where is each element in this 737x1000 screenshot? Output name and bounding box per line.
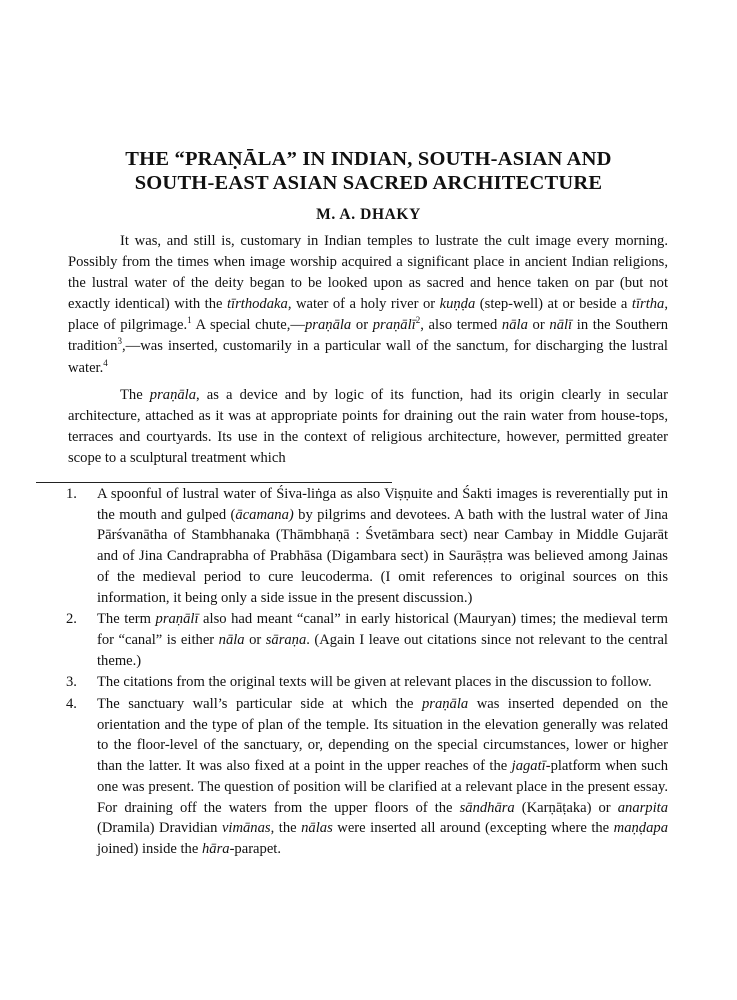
text-run: , also termed (420, 317, 502, 334)
footnote-separator (36, 482, 392, 483)
title-line-2: SOUTH-EAST ASIAN SACRED ARCHITECTURE (134, 172, 603, 194)
article-title (60, 147, 677, 195)
term-sandhara: sāndhāra (459, 799, 515, 816)
text-run: , the (270, 820, 302, 837)
text-run: A special chute,— (191, 317, 305, 334)
footnote-number: 2. (66, 611, 77, 628)
footnote-number: 4. (66, 696, 77, 713)
term-vimanas: vimānas (221, 820, 271, 837)
footnote-ref-2[interactable]: 2 (415, 315, 421, 326)
term-nala: nāla (501, 317, 528, 334)
text-run: , place of pilgrimage. (68, 296, 668, 334)
text-run: (step-well) at or beside a (475, 296, 632, 313)
text-run: It was, and still is, customary in Indian temples to lustrate the cult image every morning. Possibly from the times when image worship acquired a significant place in ancient Indian religions, the lustral water of the deity began to be looked upon as sacred and hence taken on par (but not exactly identical) with the (68, 233, 668, 313)
term-sarana: sāraṇa (265, 631, 307, 648)
term-tirtha: tīrtha (631, 296, 665, 313)
term-nalas: nālas (301, 820, 333, 837)
term-tirthodaka: tīrthodaka (227, 296, 288, 313)
term-hara: hāra (201, 840, 230, 857)
text-run: , as a device and by logic of its function, had its origin clearly in secular architecture, attached as it was at appropriate points for draining out the rain water from house-tops, terraces and courtyards. Its use in the context of religious architecture, however, permitted greater scope to a sculptural treatment which (68, 386, 668, 466)
footnote-ref-1[interactable]: 1 (187, 315, 192, 326)
text-run: by pilgrims and devotees. A bath with the lustral water of Jina Pārśvanātha of Stambhanaka (Thāmbhaṇā : Śvetāmbara sect) near Cambay in Middle Gujarāt and of Jina Candraprabha of Prabhāsa (Digambara sect) in Saurāṣṭra was believed among Jainas of the medieval period to cure leucoderma. (I omit references to original sources on this information, it being only a side issue in the present discussion.) (97, 506, 668, 606)
footnote-2 (60, 609, 668, 671)
author-name: M. A. DHAKY (316, 206, 421, 223)
term-jagati: jagatī (511, 758, 546, 775)
footnote-ref-3[interactable]: 3 (117, 336, 122, 347)
text-run: were inserted all around (excepting where the (332, 820, 614, 837)
footnote-4 (60, 694, 668, 860)
text-run: , water of a holy river or (287, 296, 440, 313)
term-kunda: kuṇḍa (439, 296, 476, 313)
term-anarpita: anarpita (617, 799, 668, 816)
text-run: joined) inside the (97, 840, 202, 857)
footnote-1 (60, 484, 668, 608)
text-run: (Dramila) Dravidian (97, 820, 222, 837)
paragraph-1 (68, 231, 668, 379)
text-run: The term (97, 611, 156, 628)
footnote-number: 1. (66, 486, 77, 502)
term-pranali: praṇālī (155, 611, 199, 628)
footnotes-list (60, 484, 668, 861)
text-run: . (Again I leave out citations since not relevant to the central theme.) (97, 631, 668, 669)
title-line-1: THE “PRAṆĀLA” IN INDIAN, SOUTH-ASIAN AND (125, 148, 612, 170)
term-pranala: praṇāla (305, 317, 352, 334)
term-mandapa: maṇḍapa (613, 820, 668, 837)
text-run: (Karṇāṭaka) or (514, 799, 618, 816)
text-run: ,—was inserted, customarily in a particular wall of the sanctum, for discharging the lustral water. (68, 338, 668, 376)
article-body (68, 231, 668, 469)
text-run: The (120, 386, 150, 403)
footnote-number: 3. (66, 674, 77, 691)
text-run: -platform when such one was present. The question of position will be clarified at a relevant place in the present essay. For draining off the waters from the upper floors of the (97, 758, 668, 816)
text-run: or (244, 631, 266, 648)
term-pranali: praṇālī (372, 317, 416, 334)
term-nali: nālī (549, 317, 573, 334)
footnote-3 (60, 672, 668, 693)
text-run: was inserted depended on the orientation and the type of plan of the temple. Its situation in the elevation generally was related to the floor-level of the sanctuary, or, depending on the special circumstances, lower or higher than the latter. It was also fixed at a point in the upper reaches of the (97, 696, 668, 775)
text-run: or (527, 317, 550, 334)
term-nala: nāla (218, 631, 245, 648)
text-run: -parapet. (229, 840, 282, 857)
text-run: The citations from the original texts will be given at relevant places in the discussion to follow. (97, 674, 652, 691)
term-pranala: praṇāla (421, 696, 469, 713)
footnote-ref-4[interactable]: 4 (103, 357, 108, 368)
term-pranala: praṇāla (149, 386, 197, 403)
text-run: in the Southern tradition (68, 317, 668, 355)
text-run: A spoonful of lustral water of Śiva-liṅga as also Viṣṇuite and Śakti images is reverentially put in the mouth and gulped ( (97, 486, 668, 523)
text-run: also had meant “canal” in early historical (Mauryan) times; the medieval term for “canal” is either (97, 611, 668, 648)
paragraph-2 (68, 385, 668, 469)
text-run: or (351, 317, 373, 334)
text-run: The sanctuary wall’s particular side at which the (97, 696, 422, 713)
term-acamana: ācamana) (235, 506, 294, 523)
